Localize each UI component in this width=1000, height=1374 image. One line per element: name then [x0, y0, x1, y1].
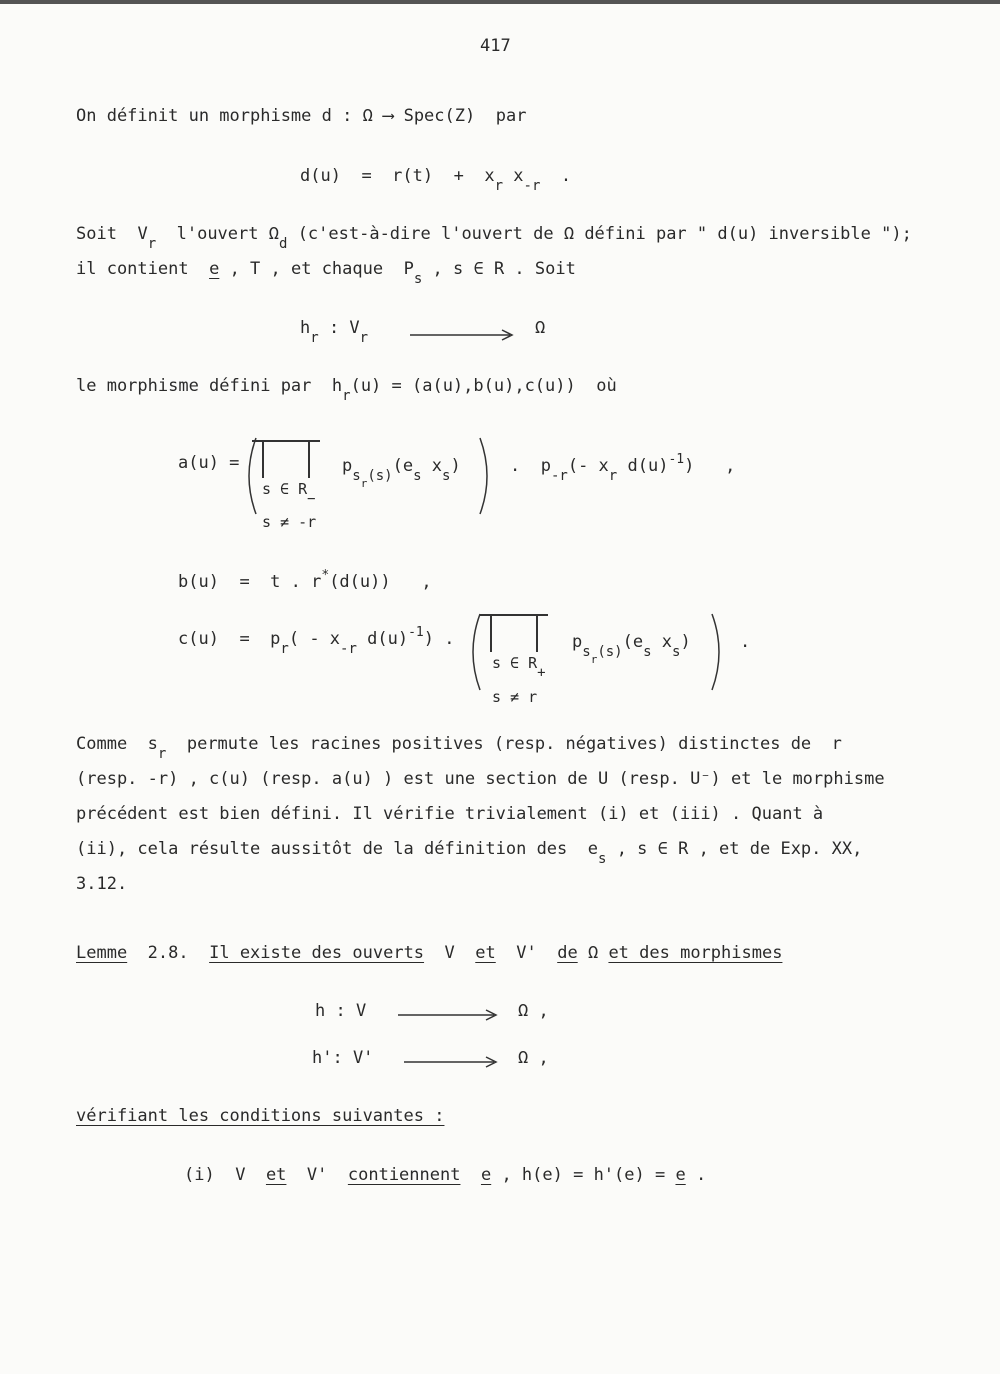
map-h-prime: h': V': [312, 1048, 374, 1068]
h-r-map: $h_r$ : $V_r$: [300, 318, 369, 346]
product-index-2: s ≠ -r: [262, 513, 317, 531]
right-paren: [708, 612, 728, 692]
equation-c-lhs: $c(u) = p_r( - x_{-r}$ $d(u)^{-1}$) .: [178, 625, 455, 657]
page-number: 417: [480, 36, 511, 56]
map-h-target: Ω ,: [518, 1001, 549, 1021]
paragraph-line-3: précédent est bien défini. Il vérifie trivialement (i) et (iii) . Quant à: [76, 804, 824, 824]
product-term: $p_{sr(s)}(e_s$ $x_s$): [572, 632, 691, 666]
right-paren: [476, 436, 496, 516]
product-term: $p_{sr(s)}(e_s$ $x_s$): [342, 456, 461, 490]
equation-b: b(u) = t . r*(d(u)) ,: [178, 568, 432, 592]
map-h-prime-target: Ω ,: [518, 1048, 549, 1068]
equation-a-lhs: a(u) =: [178, 453, 240, 473]
paragraph-line-1: Comme $s_r$ permute les racines positives (resp. négatives) distinctes de r: [76, 734, 842, 762]
omega-symbol: Ω: [563, 224, 575, 244]
product-index-1: s ∈ R−: [262, 480, 316, 507]
equation-a-tail: . $p_{-r}(-$ $x_r$ $d(u)^{-1}$) ,: [510, 452, 736, 484]
omega-symbol: Ω: [535, 318, 546, 338]
paragraph-line-4: (ii), cela résulte aussitôt de la définition des $e_s$ , s ∈ R , et de Exp. XX,: [76, 839, 863, 867]
product-index-2: s ≠ r: [492, 688, 538, 706]
omega-symbol: Ω: [268, 224, 279, 244]
equation-c-end: .: [740, 632, 751, 652]
long-arrow-icon: [398, 1008, 504, 1022]
product-index-1: s ∈ R+: [492, 654, 546, 681]
long-arrow-icon: [410, 328, 520, 342]
map-h: h : V: [315, 1001, 367, 1021]
conditions-heading: vérifiant les conditions suivantes :: [76, 1106, 445, 1126]
long-arrow-icon: [404, 1055, 504, 1069]
product-symbol: [480, 614, 548, 652]
condition-i: (i) V et V' contiennent e , h(e) = h'(e) = e .: [184, 1165, 707, 1185]
product-symbol: [252, 440, 320, 478]
omega-symbol: Ω: [587, 943, 599, 963]
morphism-line: le morphisme défini par $h_r(u) = (a(u),b(u),c(u))$ où: [76, 376, 617, 404]
intro-line: On définit un morphisme d : Ω ⟶ Spec(Z) par: [76, 106, 527, 126]
paragraph-line-5: 3.12.: [76, 874, 128, 894]
lemma-heading: Lemme 2.8. Il existe des ouverts V et V' de Ω et des morphismes: [76, 943, 783, 963]
arrow-icon: ⟶: [383, 106, 394, 126]
paragraph-line-2: (resp. -r) , c(u) (resp. a(u) ) est une section de U (resp. U⁻) et le morphisme: [76, 769, 885, 789]
page-top-border: [0, 0, 1000, 4]
equation-d: $d(u) = r(t) + x_r$ $x_{-r}$ .: [300, 166, 572, 194]
soit-line-2: il contient e , T , et chaque $P_s$ , s ∈ R . Soit: [76, 259, 576, 287]
soit-line-1: Soit $V_r$ l'ouvert $\Omega_d$ (c'est-à-dire l'ouvert de Ω défini par " d(u) inversible ");: [76, 224, 912, 252]
omega-symbol: Ω: [362, 106, 373, 126]
